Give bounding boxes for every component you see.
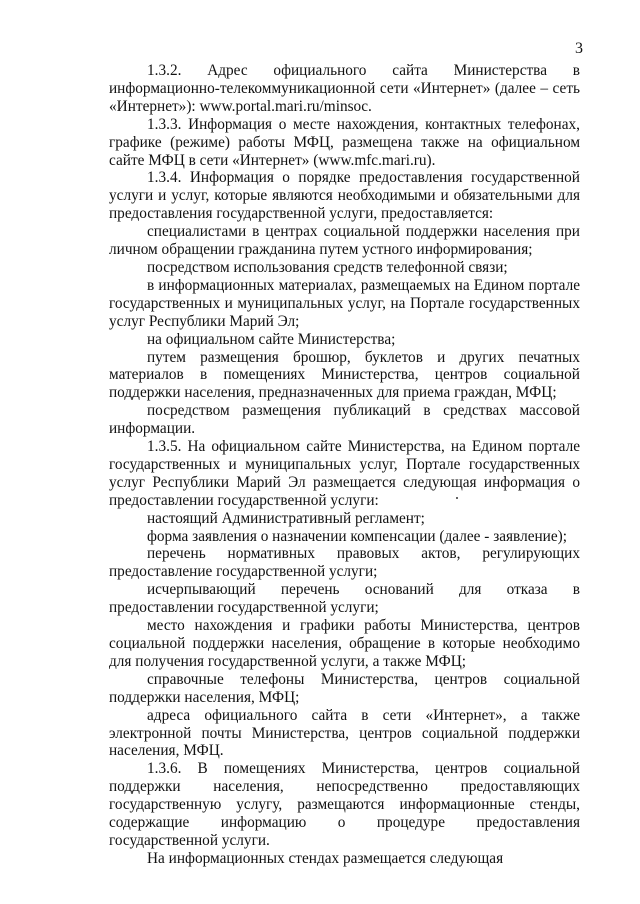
list-item-addresses: адреса официального сайта в сети «Интернет», а также электронной почты Министерства, центров социальной поддержки населения, МФЦ. [109, 706, 580, 760]
list-item-application-form: форма заявления о назначении компенсации (далее - заявление); [147, 527, 568, 545]
list-item-brochures: путем размещения брошюр, буклетов и других печатных материалов в помещениях Министерства, центров социальной поддержки населения, предназначенных для приема граждан, МФЦ; [109, 348, 580, 402]
paragraph-1-3-3: 1.3.3. Информация о месте нахождения, контактных телефонах, графике (режиме) работы МФЦ, размещена также на официальном сайте МФЦ в сети «Интернет» (www.mfc.mari.ru). [109, 115, 580, 169]
page-number: 3 [575, 40, 583, 57]
list-item-info-materials: в информационных материалах, размещаемых на Едином портале государственных и муниципальных услуг, на Портале государственных услуг Республики Марий Эл; [109, 276, 580, 330]
list-item-official-site: на официальном сайте Министерства; [147, 330, 396, 348]
list-item-legal-acts: перечень нормативных правовых актов, регулирующих предоставление государственной услуги; [109, 545, 580, 581]
paragraph-1-3-4: 1.3.4. Информация о порядке предоставления государственной услуги и услуг, которые являются необходимыми и обязательными для предоставления государственной услуги, предоставляется: [109, 169, 580, 223]
scan-speck [456, 497, 458, 499]
list-item-telephone: посредством использования средств телефонной связи; [147, 258, 508, 276]
list-item-phones: справочные телефоны Министерства, центров социальной поддержки населения, МФЦ; [109, 670, 580, 706]
paragraph-1-3-5: 1.3.5. На официальном сайте Министерства, на Едином портале государственных и муниципальных услуг, Портале государственных услуг Республики Марий Эл размещается следующая информация о предоставлении государственной услуги: [109, 438, 580, 509]
list-item-media: посредством размещения публикаций в средствах массовой информации. [109, 402, 580, 438]
paragraph-1-3-2: 1.3.2. Адрес официального сайта Министерства в информационно-телекоммуникационной сети «Интернет» (далее – сеть «Интернет»): www.portal.mari.ru/minsoc. [109, 62, 580, 115]
list-item-specialists: специалистами в центрах социальной поддержки населения при личном обращении гражданина путем устного информирования; [109, 223, 580, 259]
list-item-regulation: настоящий Административный регламент; [147, 509, 425, 527]
list-item-locations: место нахождения и графики работы Министерства, центров социальной поддержки населения, обращение в которые необходимо для получения государственной услуги, а также МФЦ; [109, 617, 580, 670]
paragraph-stands: На информационных стендах размещается следующая [147, 849, 504, 867]
paragraph-1-3-6: 1.3.6. В помещениях Министерства, центров социальной поддержки населения, непосредственно предоставляющих государственную услугу, размещаются информационные стенды, содержащие информацию о процедуре предоставления государственной услуги. [109, 760, 580, 849]
list-item-refusal-grounds: исчерпывающий перечень оснований для отказа в предоставлении государственной услуги; [109, 581, 580, 617]
document-body [109, 62, 580, 868]
